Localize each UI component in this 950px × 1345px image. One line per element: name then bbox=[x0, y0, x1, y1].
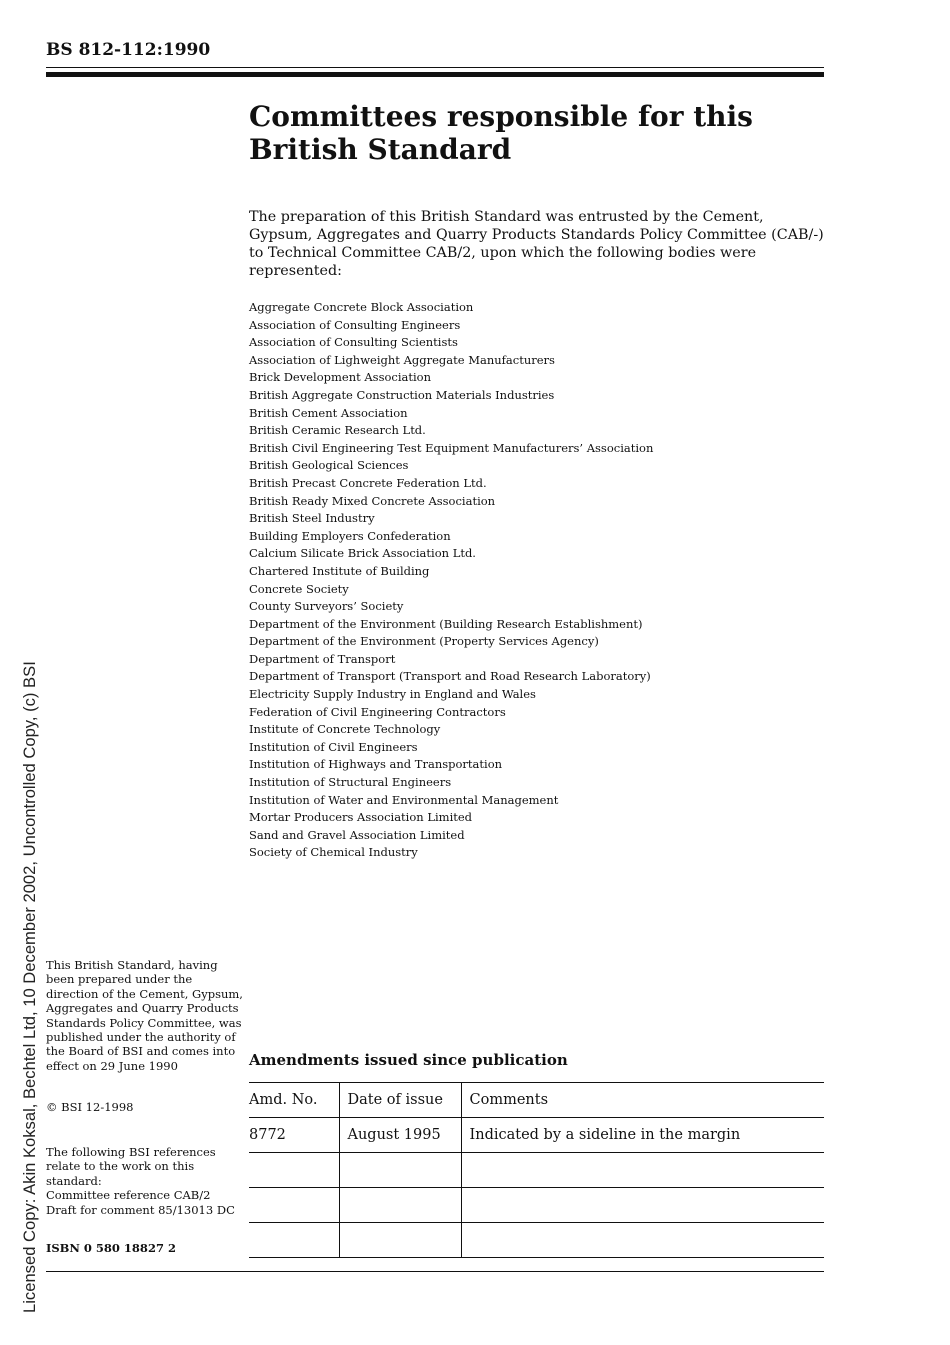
copyright-notice: © BSI 12-1998 bbox=[46, 1100, 134, 1114]
list-item: British Aggregate Construction Materials Industries bbox=[249, 387, 555, 402]
comments-cell bbox=[461, 1188, 824, 1223]
table-row bbox=[249, 1223, 824, 1258]
list-item: Electricity Supply Industry in England and Wales bbox=[249, 687, 536, 702]
amendments-table bbox=[249, 1082, 824, 1258]
references-intro: The following BSI references relate to the work on this standard: bbox=[46, 1145, 216, 1188]
list-item: Department of the Environment (Property Services Agency) bbox=[249, 634, 599, 649]
amd-no-cell: 8772 bbox=[249, 1118, 339, 1153]
date-cell: August 1995 bbox=[339, 1118, 461, 1153]
amd-no-cell bbox=[249, 1188, 339, 1223]
amd-no-cell bbox=[249, 1223, 339, 1258]
amd-no-cell bbox=[249, 1153, 339, 1188]
list-item: British Civil Engineering Test Equipment Manufacturers’ Association bbox=[249, 440, 654, 455]
footer-rule bbox=[46, 1271, 824, 1272]
list-item: British Ceramic Research Ltd. bbox=[249, 423, 426, 438]
comments-cell bbox=[461, 1153, 824, 1188]
list-item: Association of Consulting Scientists bbox=[249, 335, 458, 350]
list-item: Aggregate Concrete Block Association bbox=[249, 300, 474, 314]
committee-reference: Committee reference CAB/2 bbox=[46, 1188, 211, 1203]
date-cell bbox=[339, 1223, 461, 1258]
list-item: Department of Transport bbox=[249, 651, 396, 666]
list-item: Institution of Structural Engineers bbox=[249, 775, 452, 790]
column-header-comments: Comments bbox=[461, 1083, 824, 1118]
document-id: BS 812-112:1990 bbox=[46, 40, 211, 60]
list-item: Association of Consulting Engineers bbox=[249, 317, 461, 332]
list-item: Mortar Producers Association Limited bbox=[249, 810, 473, 825]
list-item: Institution of Highways and Transportation bbox=[249, 757, 503, 772]
column-header-amd-no: Amd. No. bbox=[249, 1083, 339, 1118]
amendments-title: Amendments issued since publication bbox=[249, 1051, 568, 1069]
list-item: Department of Transport (Transport and Road Research Laboratory) bbox=[249, 669, 651, 684]
table-header-row bbox=[249, 1083, 824, 1118]
list-item: British Geological Sciences bbox=[249, 458, 409, 473]
list-item: Association of Lighweight Aggregate Manufacturers bbox=[249, 352, 555, 367]
header-thin-rule bbox=[46, 67, 824, 68]
list-item: British Steel Industry bbox=[249, 511, 375, 526]
list-item: Building Employers Confederation bbox=[249, 528, 451, 543]
table-row bbox=[249, 1118, 824, 1153]
list-item: Society of Chemical Industry bbox=[249, 845, 418, 860]
table-row bbox=[249, 1153, 824, 1188]
represented-bodies-list bbox=[249, 299, 809, 862]
table-row bbox=[249, 1188, 824, 1223]
bsi-references bbox=[46, 1145, 246, 1217]
list-item: British Ready Mixed Concrete Association bbox=[249, 493, 496, 508]
isbn: ISBN 0 580 18827 2 bbox=[46, 1241, 176, 1255]
page-title: Committees responsible for this British Standard bbox=[249, 100, 753, 166]
list-item: Calcium Silicate Brick Association Ltd. bbox=[249, 546, 476, 561]
list-item: Institute of Concrete Technology bbox=[249, 722, 441, 737]
intro-paragraph: The preparation of this British Standard was entrusted by the Cement, Gypsum, Aggregates and Quarry Products Standards Policy Committee (CAB/-) to Technical Committee CAB/2, upon which the following bodies were represented: bbox=[249, 209, 824, 279]
date-cell bbox=[339, 1188, 461, 1223]
header-thick-rule bbox=[46, 72, 824, 77]
list-item: British Cement Association bbox=[249, 405, 408, 420]
list-item: Chartered Institute of Building bbox=[249, 563, 430, 578]
comments-cell: Indicated by a sideline in the margin bbox=[461, 1118, 824, 1153]
list-item: Sand and Gravel Association Limited bbox=[249, 827, 465, 842]
list-item: Department of the Environment (Building Research Establishment) bbox=[249, 616, 643, 631]
publication-note: This British Standard, having been prepared under the direction of the Cement, Gypsum, Aggregates and Quarry Products Standards Policy Committee, was published under the authority of the Board of BSI and comes into effect on 29 June 1990 bbox=[46, 958, 243, 1073]
list-item: Concrete Society bbox=[249, 581, 349, 596]
list-item: Institution of Water and Environmental Management bbox=[249, 792, 559, 807]
list-item: Institution of Civil Engineers bbox=[249, 739, 418, 754]
list-item: British Precast Concrete Federation Ltd. bbox=[249, 475, 487, 490]
license-watermark: Licensed Copy: Akin Koksal, Bechtel Ltd, 10 December 2002, Uncontrolled Copy, (c) BSI bbox=[20, 661, 39, 1313]
comments-cell bbox=[461, 1223, 824, 1258]
list-item: County Surveyors’ Society bbox=[249, 599, 404, 614]
draft-reference: Draft for comment 85/13013 DC bbox=[46, 1202, 235, 1217]
column-header-date: Date of issue bbox=[339, 1083, 461, 1118]
date-cell bbox=[339, 1153, 461, 1188]
list-item: Federation of Civil Engineering Contractors bbox=[249, 704, 506, 719]
list-item: Brick Development Association bbox=[249, 370, 432, 385]
